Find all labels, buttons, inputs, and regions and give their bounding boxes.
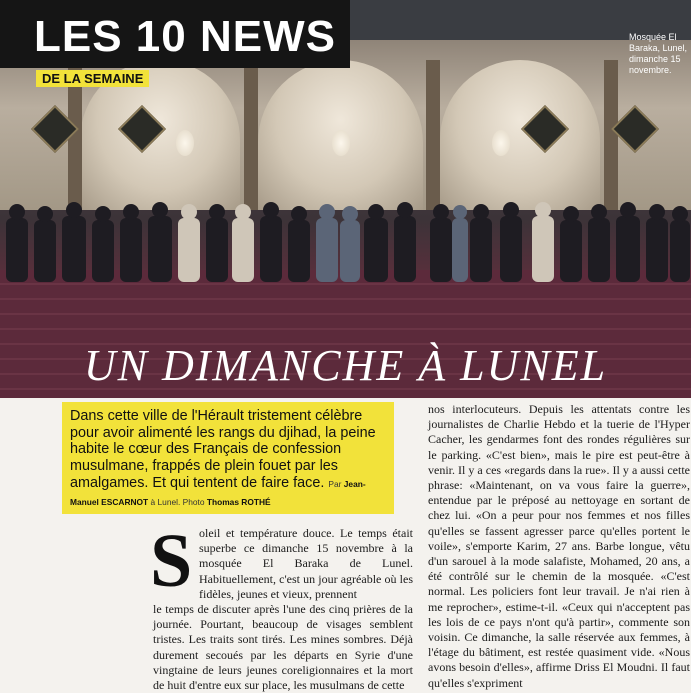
- byline-prefix: Par: [328, 478, 342, 489]
- lamp: [176, 130, 194, 156]
- chapo-lead: Dans cette ville de l'Hérault tristement célèbre pour avoir alimenté les rangs du djihad, la peine habite le cœur des Français de confession musulmane, frappés de plein fouet par les amalgames. Et qui tentent de faire face.: [70, 408, 376, 491]
- drop-cap: S: [150, 519, 193, 603]
- column-1-lead: oleil et température douce. Le temps était superbe ce dimanche 15 novembre à la mosquée El Baraka de Lunel. Habituellement, c'est un jour agréable où les fidèles, jeunes et vieux, prennent: [199, 526, 413, 601]
- column-2-body: nos interlocuteurs. Depuis les attentats contre les journalistes de Charlie Hebdo et la tuerie de l'Hyper Cacher, les gendarmes font des rondes régulières sur le parking. «C'est bien», mais le pire est peut-être à venir. Il y a ces «regards dans la rue». Il y a aussi cette phrase: «Maintenant, on va vous faire la guerre», entendue par le préposé au nettoyage en sortant de chez lui. «On a peur pour nos femmes et nos filles qu'elles se fassent agresser parce qu'elles portent le voile», s'emporte Karim, 27 ans. Barbe longue, vêtu d'un sarouel à la mode salafiste, Mohamed, 20 ans, a été contrôlé sur le chemin de la mosquée. «C'est normal. Les policiers font leur travail. Je n'ai rien à me reprocher», estime-t-il. «Ceux qui n'acceptent pas les lois de ce pays n'ont qu'à partir», commente son voisin. Ce dimanche, la salle réservée aux femmes, à l'étage du bâtiment, est restée quasiment vide. «Nous avons besoin d'elles», affirme Driss El Moudni. Il faut qu'elles s'expriment: [428, 402, 690, 690]
- article-column-1: [153, 526, 413, 693]
- pillar: [426, 60, 440, 210]
- lamp: [332, 130, 350, 156]
- lamp: [492, 130, 510, 156]
- article-column-2: [428, 402, 690, 691]
- pillar: [244, 60, 258, 210]
- headline: UN DIMANCHE À LUNEL: [83, 341, 608, 390]
- byline-photographer: Thomas ROTHÉ: [206, 496, 271, 507]
- masthead: [0, 0, 350, 68]
- photo-caption: Mosquée El Baraka, Lunel, dimanche 15 novembre.: [629, 32, 688, 75]
- masthead-title: LES 10 NEWS: [34, 12, 336, 61]
- masthead-subtitle: DE LA SEMAINE: [36, 70, 149, 87]
- chapo-box: [62, 402, 394, 514]
- pillar: [604, 60, 618, 210]
- worshippers-row: [0, 200, 691, 290]
- column-1-body: le temps de discuter après l'une des cinq prières de la journée. Pourtant, beaucoup de visages semblent tristes. Les traits sont tirés. Les mines sombres. Déjà durement secoués par les départs en Syrie d'une vingtaine de leurs jeunes coreligionnaires et la mort de huit d'entre eux sur place, les musulmans de cette: [153, 602, 413, 693]
- byline-author: Jean-Manuel ESCARNOT: [70, 478, 366, 507]
- chapo-text: [70, 408, 386, 510]
- byline-location: à Lunel. Photo: [150, 496, 205, 507]
- arch: [440, 60, 600, 210]
